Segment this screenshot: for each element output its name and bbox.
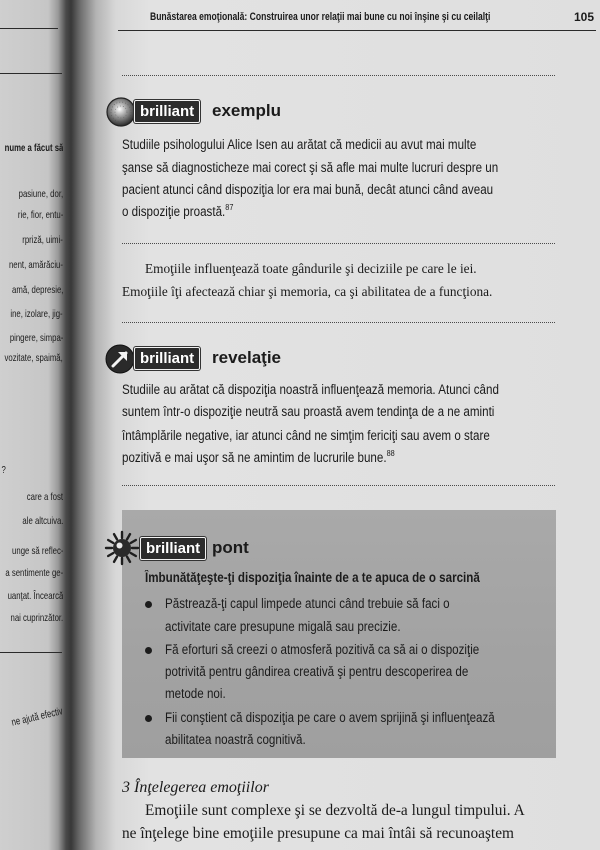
exemplu-text-last: o dispoziţie proastă. bbox=[122, 204, 226, 219]
left-page-fragment: rie, fior, entu- bbox=[17, 209, 63, 221]
bullet-dot bbox=[145, 647, 152, 654]
dotted-separator bbox=[122, 485, 555, 486]
globe-icon bbox=[105, 96, 137, 128]
exemplu-text-line: pacient atunci când dispoziţia lor era mai bună, decât atunci când aveau bbox=[122, 182, 494, 197]
left-page-fragment: unge să reflec- bbox=[11, 545, 63, 557]
statement-line: Emoţiile îţi afectează chiar şi memoria, ca şi abilitatea de a funcţiona. bbox=[122, 285, 493, 300]
brilliant-badge: brilliant bbox=[134, 100, 200, 123]
revelatie-text-line bbox=[122, 448, 561, 468]
brilliant-badge: brilliant bbox=[140, 537, 206, 560]
left-page-fragment: nume a făcut să bbox=[4, 142, 63, 154]
tip-bullet-line: metode noi. bbox=[165, 686, 226, 701]
tip-bullet-line: Fii conştient că dispoziţia pe care o avem sprijină şi influenţează bbox=[165, 710, 495, 725]
brilliant-badge: brilliant bbox=[134, 347, 200, 370]
tip-subheading: Îmbunătăţeşte-ţi dispoziţia înainte de a te apuca de o sarcină bbox=[145, 570, 480, 585]
arrow-icon bbox=[104, 343, 136, 375]
left-page-fragment: rpriză, uimi- bbox=[22, 234, 63, 246]
body-text-line: ne înţelege bine emoţiile presupune ca mai întâi să recunoaştem bbox=[122, 825, 514, 842]
left-page-fragment: ine, izolare, jig- bbox=[10, 308, 63, 320]
dotted-separator bbox=[122, 243, 555, 244]
tip-bullet-line: Fă eforturi să creezi o atmosferă pozitivă ca să ai o dispoziţie bbox=[165, 642, 480, 657]
running-header-title: Bunăstarea emoţională: Construirea unor relaţii mai bune cu noi înşine şi cu ceilalţi bbox=[150, 11, 491, 23]
tip-bullet-line: abilitatea noastră cognitivă. bbox=[165, 732, 306, 747]
revelatie-text-line: întâmplările negative, iar atunci când ne simţim fericiţi sau avem o stare bbox=[122, 428, 490, 443]
left-page-fragment: ale altcuiva. bbox=[21, 515, 63, 527]
revelatie-text-line: suntem într-o dispoziţie neutră sau proastă avem tendinţa de a ne aminti bbox=[122, 404, 495, 419]
revelatie-text-line: Studiile au arătat că dispoziţia noastră influenţează memoria. Atunci când bbox=[122, 382, 499, 397]
page-number: 105 bbox=[574, 10, 595, 24]
left-page-fragment: vozitate, spaimă, bbox=[4, 352, 63, 364]
footnote-ref: 88 bbox=[386, 448, 395, 458]
dotted-separator bbox=[122, 322, 555, 323]
left-page-rule bbox=[0, 652, 62, 653]
section-number: 3 bbox=[122, 779, 130, 796]
exemplu-text-line: Studiile psihologului Alice Isen au arătat că medicii au avut mai multe bbox=[122, 137, 477, 152]
header-rule bbox=[118, 30, 596, 31]
left-page-fragment: care a fost bbox=[26, 491, 63, 503]
left-page-fragment: a sentimente ge- bbox=[5, 567, 63, 579]
left-page-fragment: pasiune, dor, bbox=[18, 188, 63, 200]
footnote-ref: 87 bbox=[225, 202, 234, 212]
exemplu-text-line: şanse să diagnosticheze mai corect şi să afle mai multe lucruri despre un bbox=[122, 160, 499, 175]
tip-bullet-line: Păstrează-ţi capul limpede atunci când trebuie să faci o bbox=[165, 596, 450, 611]
left-page-fragment: amă, depresie, bbox=[11, 284, 63, 296]
left-page-rule bbox=[0, 73, 62, 74]
exemplu-text-line bbox=[122, 202, 561, 222]
left-page-fragment: nai cuprinzător. bbox=[10, 612, 63, 624]
sunburst-icon bbox=[104, 530, 140, 566]
left-page-fragment: uanţat. Încearcă bbox=[7, 590, 63, 602]
body-text-line: Emoţiile sunt complexe şi se dezvoltă de-a lungul timpului. A bbox=[145, 802, 525, 819]
bullet-dot bbox=[145, 601, 152, 608]
box-title-pont: pont bbox=[212, 538, 249, 557]
section-title: Înţelegerea emoţiilor bbox=[134, 779, 269, 796]
left-page-rule bbox=[0, 28, 58, 29]
left-page-fragment: ? bbox=[1, 464, 6, 476]
left-page-fragment: nent, amărăciu- bbox=[9, 259, 63, 271]
statement-line: Emoţiile influenţează toate gândurile şi deciziile pe care le iei. bbox=[145, 262, 477, 277]
tip-bullet-line: activitate care presupune migală sau precizie. bbox=[165, 619, 401, 634]
box-title-revelatie: revelaţie bbox=[212, 348, 281, 367]
tip-bullet-line: potrivită pentru gândirea creativă şi pentru descoperirea de bbox=[165, 664, 469, 679]
bullet-dot bbox=[145, 715, 152, 722]
left-page-fragment: ne ajută efectiv bbox=[10, 705, 65, 729]
section-heading bbox=[122, 777, 269, 799]
dotted-separator bbox=[122, 75, 555, 76]
box-title-exemplu: exemplu bbox=[212, 101, 281, 120]
revelatie-text-last: pozitivă e mai uşor să ne amintim de lucrurile bune. bbox=[122, 450, 387, 465]
left-page-fragment: pingere, simpa- bbox=[9, 332, 63, 344]
